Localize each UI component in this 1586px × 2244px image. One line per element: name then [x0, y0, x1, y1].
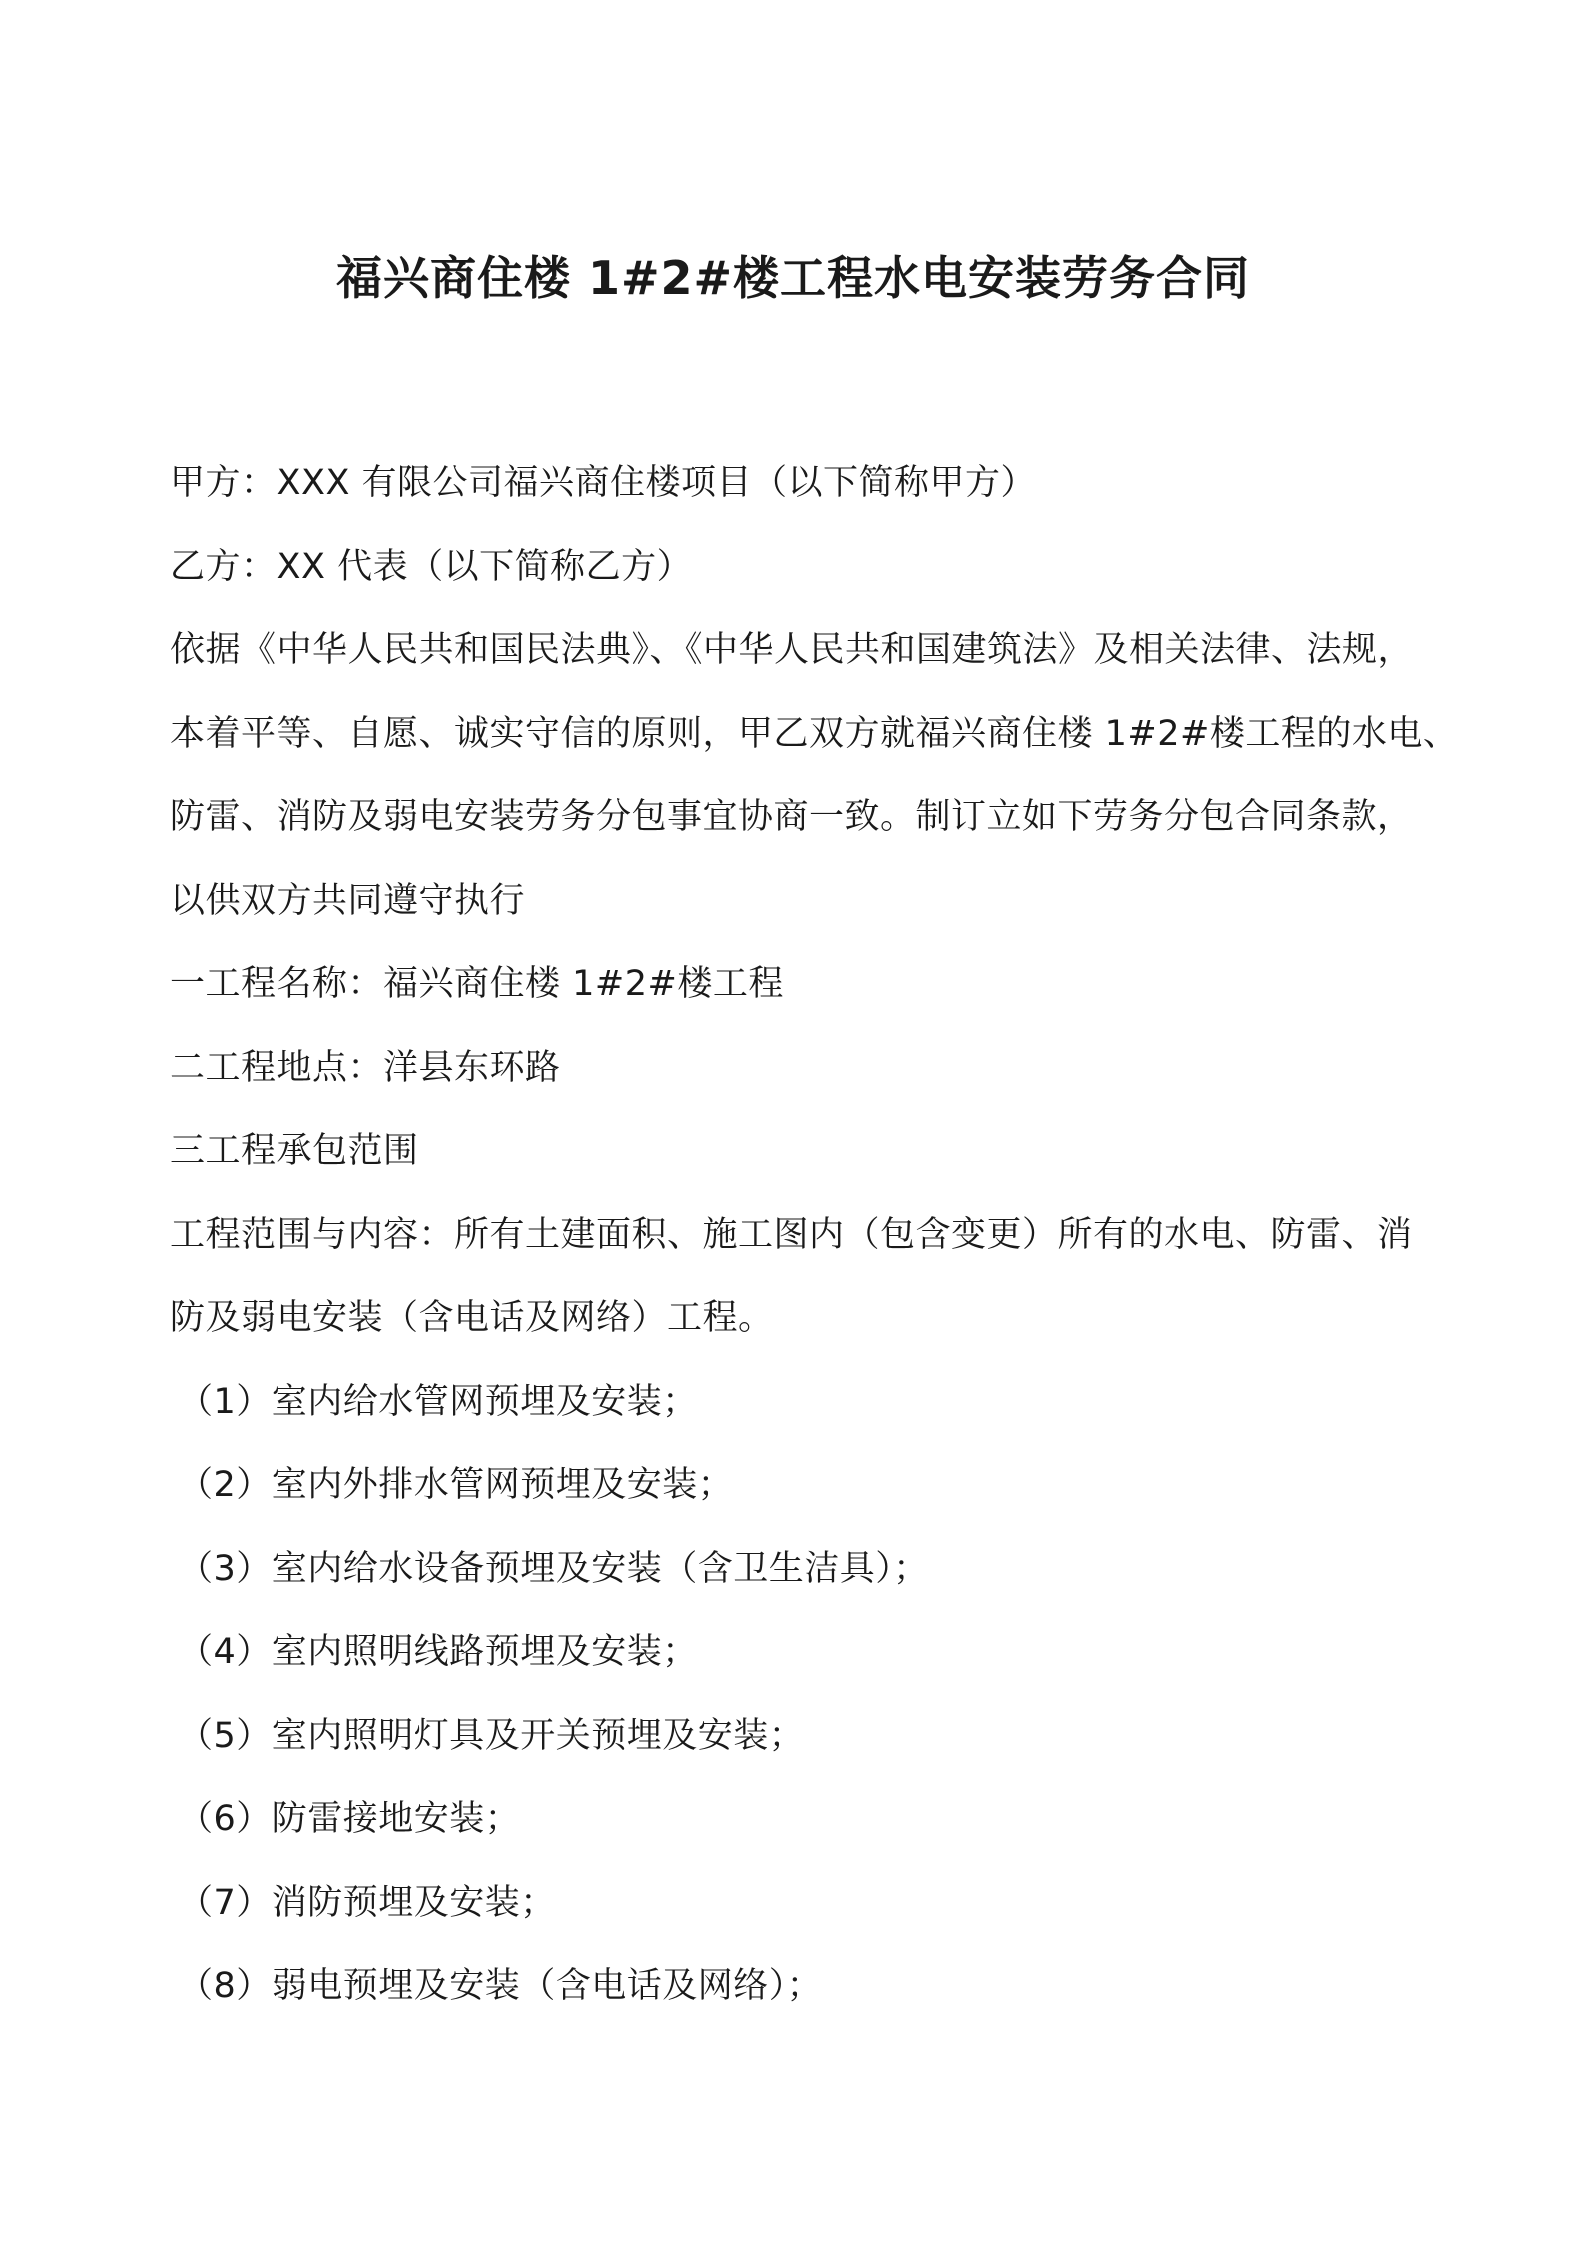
- preamble-line-3: 防雷、消防及弱电安装劳务分包事宜协商一致。制订立如下劳务分包合同条款，: [170, 797, 1413, 837]
- preamble-line-1: 依据《中华人民共和国民法典》、《中华人民共和国建筑法》及相关法律、法规，: [170, 630, 1414, 670]
- party-a-line: 甲方：XXX 有限公司福兴商住楼项目（以下简称甲方）: [170, 463, 1037, 503]
- document-title: 福兴商住楼 1#2#楼工程水电安装劳务合同: [335, 251, 1251, 305]
- preamble-line-2: 本着平等、自愿、诚实守信的原则，甲乙双方就福兴商住楼 1#2#楼工程的水电、: [170, 713, 1459, 754]
- scope-item: （5）室内照明灯具及开关预埋及安装；: [178, 1715, 805, 1756]
- scope-item: （3）室内给水设备预埋及安装（含卫生洁具）；: [178, 1548, 929, 1589]
- project-location-line: 二工程地点：洋县东环路: [170, 1047, 561, 1088]
- scope-item: （1）室内给水管网预埋及安装；: [178, 1381, 698, 1422]
- scope-item: （7）消防预埋及安装；: [178, 1882, 556, 1923]
- scope-content-line-2: 防及弱电安装（含电话及网络）工程。: [170, 1298, 774, 1338]
- scope-item: （2）室内外排水管网预埋及安装；: [178, 1465, 734, 1505]
- project-name-line: 一工程名称：福兴商住楼 1#2#楼工程: [170, 964, 784, 1004]
- party-b-line: 乙方：XX 代表（以下简称乙方）: [170, 546, 693, 587]
- scope-item: （6）防雷接地安装；: [178, 1799, 521, 1839]
- scope-content-line-1: 工程范围与内容：所有土建面积、施工图内（包含变更）所有的水电、防雷、消: [170, 1214, 1413, 1255]
- scope-item: （4）室内照明线路预埋及安装；: [178, 1632, 698, 1672]
- scope-heading: 三工程承包范围: [170, 1131, 419, 1171]
- preamble-line-4: 以供双方共同遵守执行: [170, 880, 526, 921]
- scope-item: （8）弱电预埋及安装（含电话及网络）；: [178, 1966, 823, 2006]
- document-body: [170, 442, 1470, 2029]
